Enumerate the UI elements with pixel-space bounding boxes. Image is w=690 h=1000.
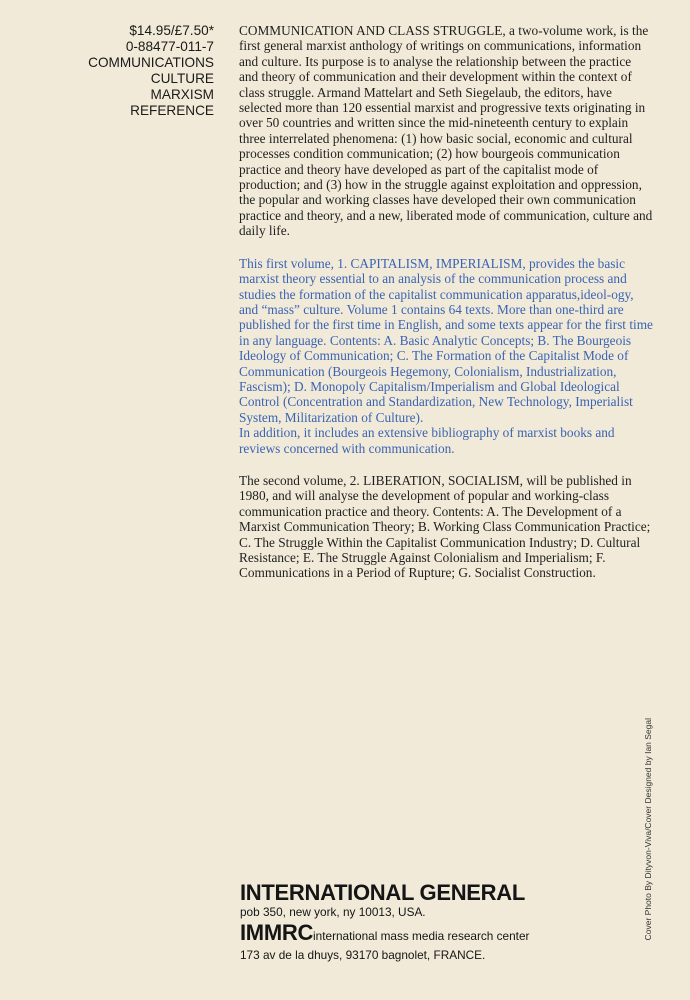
category-communications: COMMUNICATIONS [88, 55, 214, 70]
publisher-address: pob 350, new york, ny 10013, USA. [240, 905, 426, 919]
description-paragraph-intro: COMMUNICATION AND CLASS STRUGGLE, a two-volume work, is the first general marxist anthology of writings on communications, information and culture. Its purpose is to analyse the relationship between the practice and theory of communication and their development within the context of class struggle. Armand Mattelart and Seth Siegelaub, the editors, have selected more than 120 essential marxist and progressive texts originating in over 50 countries and written since the mid-nineteenth century to explain three interrelated phenomena: (1) how basic social, economic and cultural processes condition communication; (2) how bourgeois communication practice and theory have developed as part of the capitalist mode of production; and (3) how in the struggle against exploitation and oppression, the popular and working classes have developed their own communication practice and theory, and a new, liberated mode of communication, culture and daily life. [239, 23, 653, 239]
description-paragraph-volume-2: The second volume, 2. LIBERATION, SOCIALISM, will be published in 1980, and will analyse the development of popular and working-class communication practice and theory. Contents: A. The Development of a Marxist Communication Theory; B. Working Class Communication Practice; C. The Struggle Within the Capitalist Communication Industry; D. Cultural Resistance; E. The Struggle Against Colonialism and Imperialism; F. Communications in a Period of Rupture; G. Socialist Construction. [239, 472, 651, 581]
imm-full-name: international mass media research center [313, 929, 530, 943]
imm-line [240, 921, 620, 948]
cover-credit: Cover Photo By Dityvon-Viva/Cover Designed by Ian Segal [643, 718, 653, 941]
imm-address: 173 av de la dhuys, 93170 bagnolet, FRANCE. [240, 948, 486, 962]
isbn-label: 0-88477-011-7 [125, 39, 214, 54]
price-label: $14.95/£7.50* [129, 23, 214, 38]
category-marxism: MARXISM [150, 87, 214, 102]
description-paragraph-volume-1: This first volume, 1. CAPITALISM, IMPERIALISM, provides the basic marxist theory essential to an analysis of the communication process and studies the formation of the capitalist communication apparatus,ideol-ogy, and “mass” culture. Volume 1 contains 64 texts. More than one-third are published for the first time in English, and some texts appear for the first time in any language. Contents: A. Basic Analytic Concepts; B. The Bourgeois Ideology of Communication; C. The Formation of the Capitalist Mode of Communication (Bourgeois Hegemony, Colonialism, Industrialization, Fascism); D. Monopoly Capitalism/Imperialism and Global Ideological Control (Concentration and Standardization, New Technology, Imperialist System, Militarization of Culture). [239, 255, 653, 425]
publisher-block [240, 880, 620, 963]
category-culture: CULTURE [150, 71, 214, 86]
publisher-name: INTERNATIONAL GENERAL [240, 880, 525, 905]
category-reference: REFERENCE [130, 103, 214, 118]
volume-one-block [239, 256, 653, 456]
description-block [239, 23, 653, 581]
description-paragraph-bibliography: In addition, it includes an extensive bibliography of marxist books and reviews concerned with communication. [239, 425, 615, 456]
imm-acronym: IMMRC [240, 920, 314, 945]
book-info-sidebar [20, 23, 214, 119]
